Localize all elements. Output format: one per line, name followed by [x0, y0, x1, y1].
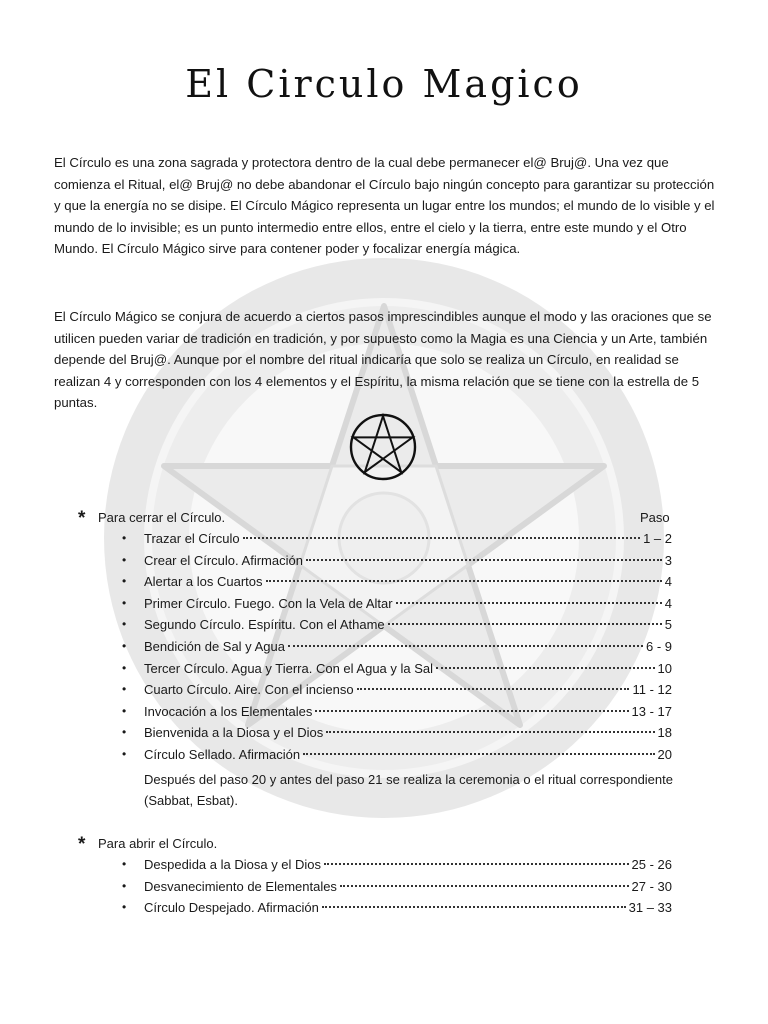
toc-entry-text: • Cuarto Círculo. Aire. Con el incienso	[144, 682, 354, 698]
toc-entry-step: 25 - 26	[631, 857, 672, 872]
toc-entry	[144, 725, 672, 747]
toc-entry-step: 10	[657, 660, 672, 676]
toc-entry-text: • Primer Círculo. Fuego. Con la Vela de Altar	[144, 595, 393, 611]
dot-leader	[340, 885, 629, 887]
dot-leader	[315, 710, 628, 712]
dot-leader	[388, 623, 662, 625]
toc-entry	[144, 747, 672, 769]
toc-entry-text: • Círculo Despejado. Afirmación	[144, 900, 319, 916]
dot-leader	[324, 863, 628, 865]
dot-leader	[306, 559, 662, 561]
toc-entry	[144, 682, 672, 704]
asterisk-bullet-icon: *	[78, 834, 86, 855]
toc-entry-text: • Tercer Círculo. Agua y Tierra. Con el Agua y la Sal	[144, 660, 434, 676]
toc-entry	[144, 661, 672, 683]
steps-paragraph: El Círculo Mágico se conjura de acuerdo a ciertos pasos imprescindibles aunque el modo y las oraciones que se utilicen pueden variar de tradición en tradición, y por supuesto como la Magia es una Ciencia y un Arte, también depende del Bruj@. Aunque por el nombre del ritual indicaría que solo se realiza un Círculo, en realidad se realizan 4 y corresponden con los 4 elementos y el Espíritu, la misma relación que se tiene con la estrella de 5 puntas.	[54, 309, 712, 411]
toc-entry	[144, 704, 672, 726]
toc-entry-text: • Círculo Sellado. Afirmación	[144, 746, 301, 762]
toc-entry-step: 13 - 17	[631, 703, 672, 719]
toc-entry-text: • Bendición de Sal y Agua	[144, 638, 285, 654]
toc-entry	[144, 617, 672, 639]
toc-entry-step: 11 - 12	[632, 682, 672, 698]
toc-entry-step: 20	[657, 746, 672, 762]
toc-entry	[144, 879, 672, 901]
open-circle-heading	[78, 836, 718, 857]
open-circle-title: Para abrir el Círculo.	[98, 836, 218, 851]
toc-entry-text: • Despedida a la Diosa y el Dios	[144, 857, 322, 872]
toc-entry-text: • Invocación a los Elementales	[144, 703, 313, 719]
dot-leader	[322, 906, 626, 908]
dot-leader	[288, 645, 643, 647]
toc-entry	[144, 900, 672, 922]
dot-leader	[396, 602, 662, 604]
toc-entry-text: • Segundo Círculo. Espíritu. Con el Athame	[144, 617, 385, 633]
close-circle-heading	[78, 510, 718, 531]
toc-entry-text: • Desvanecimiento de Elementales	[144, 878, 337, 894]
toc-entry	[144, 639, 672, 661]
dot-leader	[266, 580, 662, 582]
asterisk-bullet-icon: *	[78, 508, 86, 529]
intro-paragraph: El Círculo es una zona sagrada y protectora dentro de la cual debe permanecer el@ Bruj@. Una vez que comienza el Ritual, el@ Bruj@ no debe abandonar el Círculo bajo ningún concepto para garantizar su protección y que la energía no se disipe. El Círculo Mágico representa un lugar entre los mundos; el mundo de lo visible y el mundo de lo invisible; es un punto intermedio entre ellos, entre el cielo y la tierra, entre este mundo y el Otro Mundo. El Círculo Mágico sirve para contener poder y focalizar energía mágica.	[54, 155, 715, 257]
dot-leader	[436, 667, 655, 669]
open-steps-list	[78, 857, 718, 922]
toc-entry-step: 6 - 9	[645, 638, 672, 654]
dot-leader	[303, 753, 654, 755]
toc-entry-text: • Trazar el Círculo	[144, 531, 240, 546]
toc-entry-text: • Bienvenida a la Diosa y el Dios	[144, 725, 324, 741]
open-circle-section	[78, 836, 718, 922]
toc-entry-step: 4	[664, 574, 672, 590]
toc-entry-step: 1 – 2	[643, 531, 672, 546]
pentacle-icon	[348, 412, 418, 482]
toc-entry-step: 4	[664, 595, 672, 611]
document-title: El Circulo Magico	[185, 62, 583, 106]
close-circle-title: Para cerrar el Círculo.	[98, 510, 226, 525]
toc-entry-text: • Alertar a los Cuartos	[144, 574, 263, 590]
toc-entry-step: 18	[657, 725, 672, 741]
toc-entry	[144, 596, 672, 618]
toc-entry-step: 31 – 33	[628, 900, 672, 916]
dot-leader	[243, 537, 640, 539]
step-column-label: Paso	[640, 510, 670, 525]
close-circle-section	[78, 510, 718, 812]
toc-entry-text: • Crear el Círculo. Afirmación	[144, 552, 303, 568]
toc-entry	[144, 553, 672, 575]
toc-entry	[144, 531, 672, 553]
toc-entry	[144, 857, 672, 879]
toc-entry-step: 27 - 30	[631, 878, 672, 894]
toc-entry	[144, 574, 672, 596]
close-steps-list	[78, 531, 718, 769]
dot-leader	[357, 688, 630, 690]
toc-entry-step: 5	[664, 617, 672, 633]
dot-leader	[326, 731, 654, 733]
toc-entry-step: 3	[664, 552, 672, 568]
ritual-note: Después del paso 20 y antes del paso 21 se realiza la ceremonia o el ritual correspondiente (Sabbat, Esbat).	[144, 771, 673, 809]
